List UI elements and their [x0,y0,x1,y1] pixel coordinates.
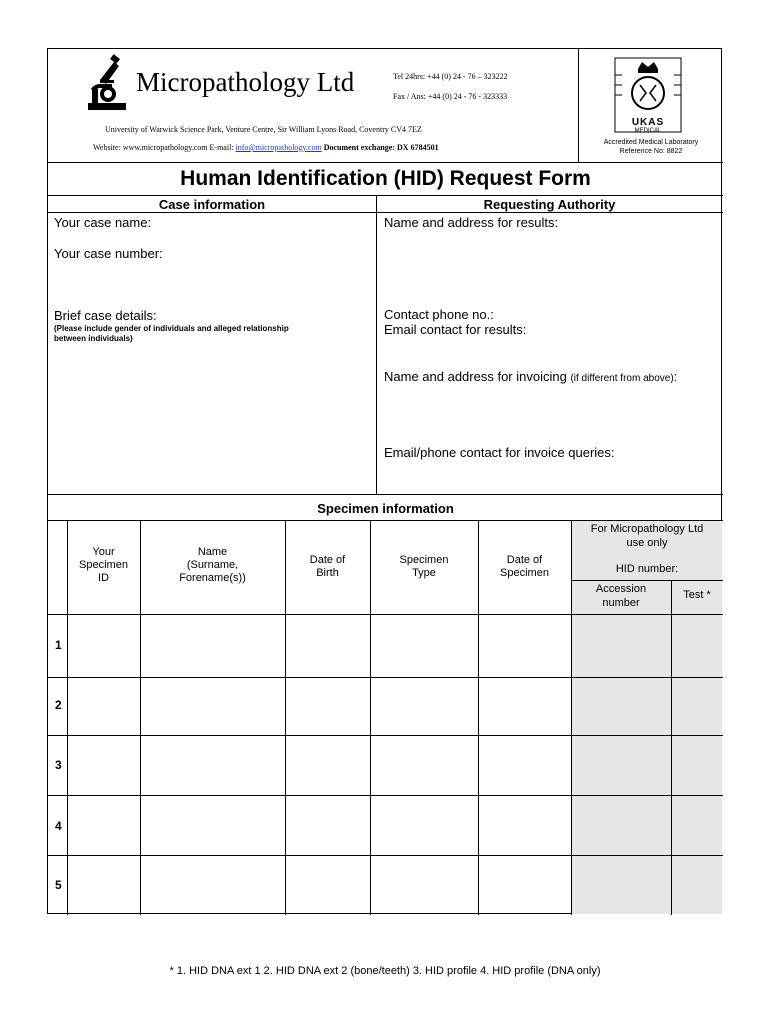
invoicing-label: Name and address for invoicing [384,369,567,384]
contact-line [93,143,439,152]
invoicing-field[interactable] [384,369,677,384]
company-name: Micropathology Ltd [136,67,355,97]
case-number-field[interactable]: Your case number: [54,246,163,261]
case-details-note: (Please include gender of individuals and alleged relationship [54,324,289,333]
email-link[interactable]: info@micropathology.com [235,143,322,152]
column-line [671,580,672,915]
col-header-name: Name (Surname, Forename(s)) [179,546,246,584]
col-header-accession: Accession number [595,583,647,609]
specimen-info-header: Specimen information [317,501,454,516]
ukas-text: UKAS [631,117,665,128]
divider [48,855,723,856]
invoicing-colon: : [673,369,678,384]
col-header-office-use: For Micropathology Ltd use only [590,523,704,549]
case-name-field[interactable]: Your case name: [54,215,152,230]
col-header-date-specimen: Date of Specimen [500,554,549,579]
doc-exchange: Document exchange: DX 6784501 [323,143,439,152]
accreditation-text: Accredited Medical Laboratory [603,139,699,146]
fax-line: Fax / Ans: +44 (0) 24 - 76 - 323333 [393,92,508,101]
col-header-test: Test * [683,589,711,601]
divider [48,162,723,163]
authority-header: Requesting Authority [483,197,616,212]
col-header-specimen-id: Your Specimen ID [79,546,128,584]
column-divider [376,195,377,494]
divider [48,195,723,196]
row-number: 4 [55,819,62,833]
row-number: 2 [55,698,62,712]
case-details-field[interactable]: Brief case details: [54,308,157,323]
reference-text: Reference No: 8822 [619,148,683,155]
divider [48,494,723,495]
divider [571,580,723,581]
divider [48,735,723,736]
col-header-dob: Date of Birth [309,554,346,579]
row-number: 5 [55,878,62,892]
row-number: 3 [55,758,62,772]
form-page [47,48,722,914]
test-footnote: * 1. HID DNA ext 1 2. HID DNA ext 2 (bone/teeth) 3. HID profile 4. HID profile (DNA only) [169,965,601,977]
col-header-specimen-type: Specimen Type [399,554,449,579]
contact-phone-field[interactable]: Contact phone no.: [384,307,494,322]
tel-line: Tel 24hrs: +44 (0) 24 - 76 – 323222 [393,72,508,81]
website-label: Website: www.micropathology.com E-mail: [93,143,234,152]
divider [48,677,723,678]
divider [48,614,723,615]
row-number: 1 [55,638,62,652]
microscope-icon [86,54,130,112]
email-contact-field[interactable]: Email contact for results: [384,322,527,337]
case-info-header: Case information [158,197,266,212]
address-line: University of Warwick Science Park, Venture Centre, Sir William Lyons Road, Coventry CV4 7EZ [105,125,422,134]
divider [48,212,723,213]
ukas-sub: MEDICAL [634,128,662,134]
case-details-note: between individuals) [54,334,133,343]
results-address-field[interactable]: Name and address for results: [384,215,559,230]
hid-number-label: HID number: [615,563,679,575]
invoicing-note: (if different from above) [570,373,674,384]
header-divider [578,49,579,162]
form-title: Human Identification (HID) Request Form [180,167,591,190]
divider [48,795,723,796]
invoice-queries-field[interactable]: Email/phone contact for invoice queries: [384,445,615,460]
